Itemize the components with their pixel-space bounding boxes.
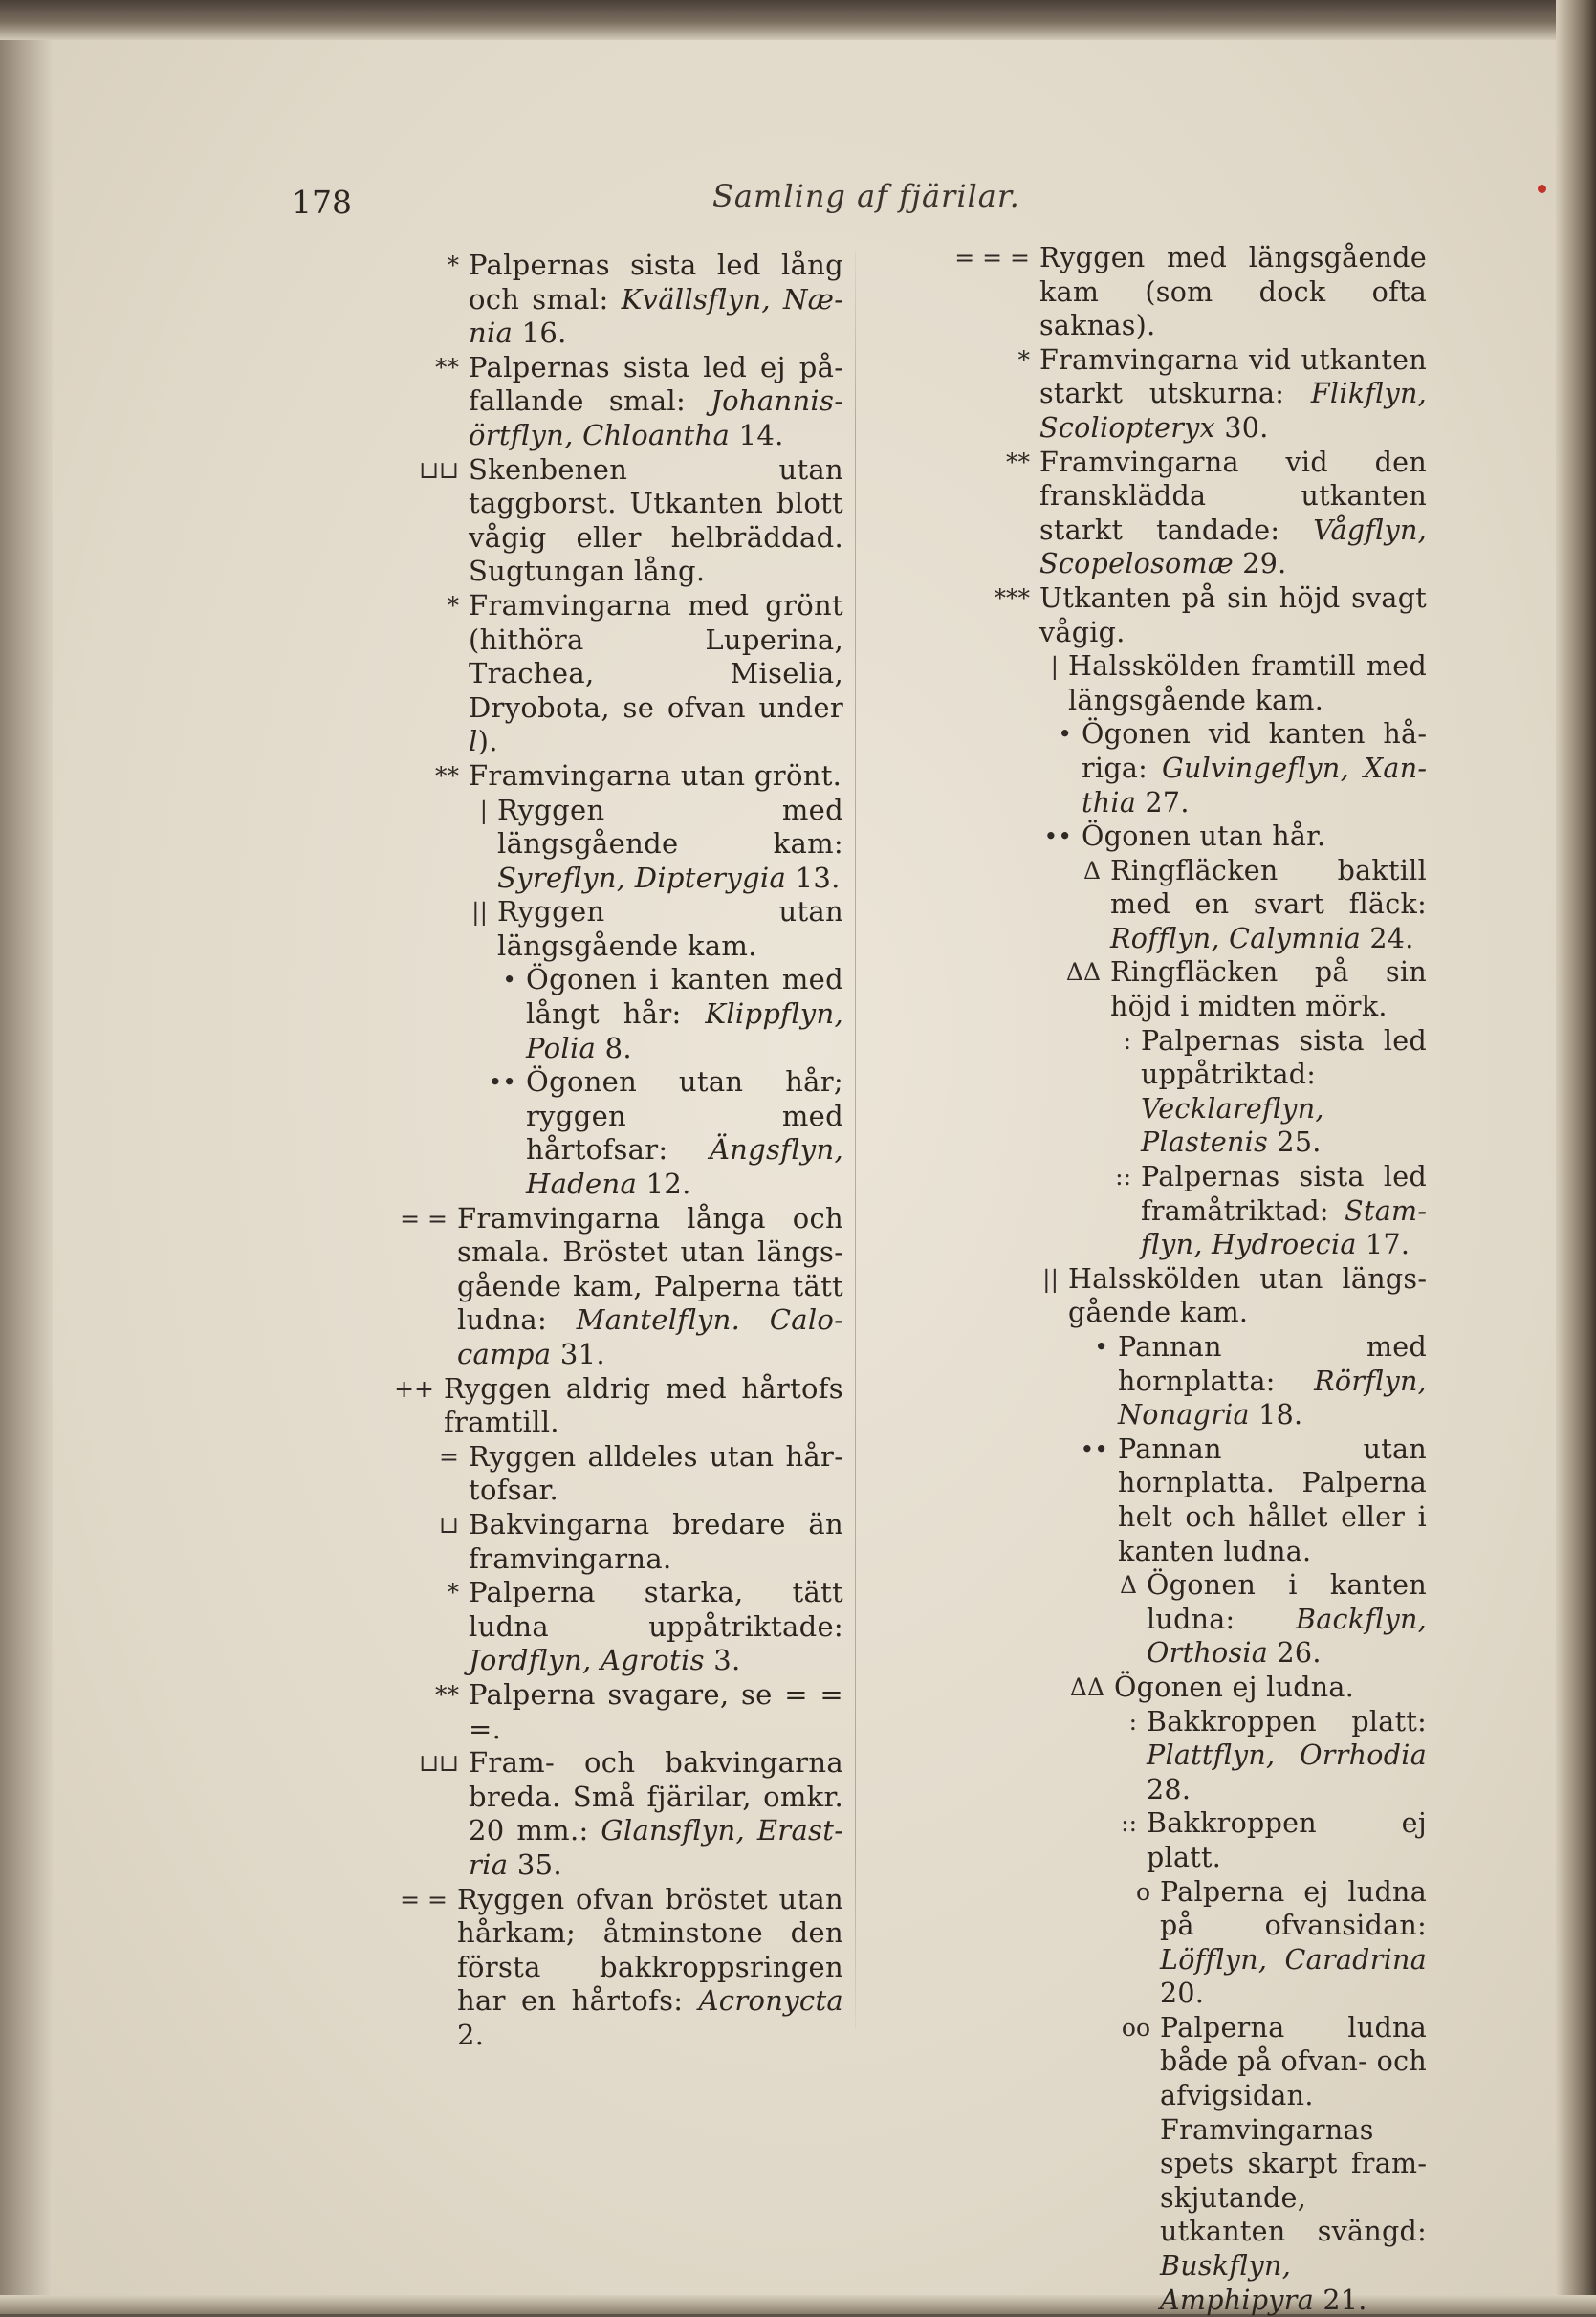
key-text: [1160, 1875, 1427, 2011]
species-name: Ängsflyn, Hadena: [526, 1133, 843, 1201]
key-text: [1141, 1024, 1427, 1160]
key-text: [1039, 241, 1427, 343]
species-name: Buskflyn, Amphipyra: [1160, 2250, 1314, 2316]
key-marker: ⊔: [439, 1510, 459, 1539]
key-text: [526, 1065, 843, 1201]
key-marker: |: [1050, 652, 1059, 681]
key-marker: **: [435, 761, 459, 790]
key-text-main: Framvingarna utan grönt.: [469, 758, 842, 792]
key-text-main: Ögonen i kanten ludna:: [1147, 1569, 1427, 1635]
key-entry: [354, 1746, 843, 1882]
species-name: Gulvingeflyn, Xanthia: [1082, 752, 1427, 819]
key-text-main: Framvingarna långa och smala. Bröstet utan längsgående kam, Palperna tätt ludna:: [457, 1201, 843, 1337]
key-entry: [1006, 1705, 1427, 1807]
key-entry: [1006, 343, 1427, 446]
key-marker: ++: [394, 1374, 434, 1403]
key-text: [469, 589, 843, 759]
key-entry: [1006, 820, 1427, 854]
key-entry: [354, 1202, 843, 1372]
key-reference-number: 30.: [1215, 411, 1269, 444]
key-text: [1147, 1806, 1427, 1874]
key-text: [1147, 1568, 1427, 1671]
key-entry: [354, 351, 843, 453]
key-marker: **: [435, 353, 459, 382]
key-text-main: Ögonen i kanten med långt hår:: [526, 963, 843, 1031]
key-entry: [1006, 446, 1427, 581]
key-marker: ||: [471, 898, 488, 927]
key-text-main: Skenbenen utan taggborst. Utkanten blott vågig eller helbräddad. Sugtungan lång.: [469, 452, 843, 588]
species-name: Glansflyn, Erastria: [469, 1814, 844, 1881]
key-entry: [354, 1065, 843, 1201]
key-reference-number: ).: [477, 725, 498, 758]
key-text-main: Ringfläcken på sin höjd i midten mörk.: [1110, 956, 1427, 1023]
key-entry: [1006, 1568, 1427, 1671]
key-text: [1110, 955, 1427, 1023]
species-name: Backflyn, Orthosia: [1147, 1603, 1427, 1670]
key-text-main: Ryggen ofvan bröstet utan hårkam; åtminstone den första bakkroppsringen har en hårtofs:: [457, 1882, 843, 2018]
species-name: Mantelflyn. Calocampa: [457, 1303, 843, 1370]
key-text-main: Fram- och bakvingarna breda. Små fjärilar, omkr. 20 mm.:: [469, 1746, 843, 1847]
key-text: [497, 794, 843, 896]
key-entry: [354, 453, 843, 589]
key-text-main: Framvingarna med grönt (hithöra Luperina, Trachea, Miselia, Dryobota, se ofvan under: [469, 588, 843, 724]
key-reference-number: 13.: [786, 861, 841, 894]
key-text: [469, 1440, 843, 1508]
key-text: [469, 1508, 843, 1576]
key-reference-number: 12.: [637, 1168, 691, 1201]
key-reference-number: 2.: [457, 2018, 485, 2051]
right-page-edge: [1556, 0, 1596, 2314]
key-text-main: Pannan med hornplatta:: [1118, 1331, 1427, 1397]
key-text: [469, 249, 843, 351]
species-name: Rörflyn, Nonagria: [1118, 1365, 1427, 1432]
key-text-main: Palpernas sista led framåtriktad:: [1141, 1161, 1427, 1227]
key-reference-number: 21.: [1313, 2284, 1367, 2316]
key-marker: = =: [400, 1885, 448, 1913]
key-entry: [1006, 1262, 1427, 1330]
species-name: Plattflyn, Orrhodia: [1147, 1739, 1427, 1772]
key-reference-number: 25.: [1268, 1126, 1322, 1159]
key-marker: o: [1135, 1877, 1150, 1906]
key-text-main: Ryggen med längsgående kam:: [497, 793, 843, 861]
spine-shadow: [0, 0, 53, 2314]
key-marker: :: [1123, 1026, 1131, 1055]
key-text: [1082, 717, 1427, 820]
key-text: [1118, 1432, 1427, 1568]
key-text-main: Ringfläcken baktill med en svart fläck:: [1110, 854, 1427, 921]
key-text-main: Halsskölden utan längsgående kam.: [1068, 1262, 1427, 1329]
species-name: Syreflyn, Dipterygia: [497, 861, 787, 894]
species-name: Löfflyn, Caradrina: [1160, 1943, 1427, 1976]
key-text: [1082, 820, 1427, 854]
key-marker: :: [1128, 1707, 1137, 1736]
key-entry: [1006, 1671, 1427, 1705]
key-text-main: Bakvingarna bredare än framvingarna.: [469, 1507, 843, 1575]
key-text: [469, 759, 843, 794]
key-text: [469, 1746, 843, 1882]
key-marker: = =: [400, 1204, 448, 1233]
key-reference-number: 14.: [730, 418, 784, 451]
key-reference-number: 16.: [513, 317, 567, 350]
key-text-main: Ögonen utan hår; ryggen med hårtofsar:: [526, 1065, 843, 1167]
key-marker: •: [502, 966, 516, 995]
right-column: [954, 241, 1427, 2317]
species-name: Rofflyn, Calymnia: [1110, 922, 1362, 954]
key-text-main: Framvingarna vid utkanten starkt utskurna:: [1039, 343, 1427, 410]
key-reference-number: 27.: [1136, 786, 1190, 819]
key-reference-number: 20.: [1160, 1978, 1205, 2010]
key-marker: ΔΔ: [1069, 1672, 1104, 1701]
key-marker: ***: [994, 583, 1030, 612]
key-marker: •: [1094, 1333, 1108, 1361]
key-marker: ||: [1042, 1264, 1059, 1293]
key-text: [1147, 1705, 1427, 1807]
key-entry: [1006, 1806, 1427, 1874]
key-text: [1160, 2011, 1427, 2317]
key-text-main: Ögonen vid kanten håriga:: [1082, 718, 1427, 784]
key-marker: = = =: [954, 244, 1030, 272]
running-title: Samling af fjärilar.: [712, 178, 1020, 214]
key-text-main: Ryggen utan längsgående kam.: [497, 895, 843, 962]
left-column: [354, 249, 843, 2052]
key-text: [444, 1372, 843, 1440]
species-name: Jordflyn, Agrotis: [469, 1644, 705, 1677]
key-marker: ΔΔ: [1065, 958, 1101, 987]
key-reference-number: 8.: [596, 1031, 632, 1064]
key-text: [469, 453, 843, 589]
key-marker: *: [447, 251, 459, 279]
key-entry: [354, 1508, 843, 1576]
key-text: [526, 963, 843, 1065]
key-text-main: Palperna ej ludna på ofvansidan:: [1160, 1875, 1427, 1942]
key-entry: [354, 1678, 843, 1746]
key-entry: [1006, 1024, 1427, 1160]
species-name: Flikflyn, Scoliopteryx: [1039, 378, 1427, 444]
key-marker: ••: [1043, 822, 1072, 851]
key-text: [457, 1883, 843, 2053]
key-marker: ⊔⊔: [419, 455, 459, 484]
key-entry: [1006, 1330, 1427, 1432]
key-marker: Δ: [1119, 1571, 1137, 1600]
key-text: [469, 1576, 843, 1678]
red-ink-spot: [1538, 185, 1546, 193]
key-text: [1039, 343, 1427, 446]
species-name: Stamflyn, Hydroecia: [1141, 1194, 1427, 1261]
key-marker: oo: [1121, 2013, 1150, 2042]
key-text-main: Bakkroppen ej platt.: [1147, 1807, 1427, 1873]
key-text-main: Palpernas sista led ej påfallande smal:: [469, 350, 843, 418]
key-reference-number: 3.: [704, 1644, 741, 1677]
key-marker: **: [435, 1680, 459, 1709]
key-entry: [1006, 1432, 1427, 1568]
key-text: [457, 1202, 843, 1372]
key-reference-number: 18.: [1249, 1399, 1303, 1432]
key-text-main: Ögonen ej ludna.: [1114, 1671, 1355, 1703]
key-text: [1110, 854, 1427, 956]
key-text-main: Halsskölden framtill med längsgående kam.: [1068, 650, 1427, 716]
key-text: [1039, 446, 1427, 581]
key-reference-number: 24.: [1361, 922, 1414, 954]
key-text: [1068, 1262, 1427, 1330]
key-text-main: Palpernas sista led lång och smal:: [469, 249, 843, 316]
key-marker: •: [1058, 720, 1072, 749]
species-name: l: [469, 725, 478, 758]
key-text: [1114, 1671, 1427, 1705]
key-entry: [354, 794, 843, 896]
key-entry: [354, 895, 843, 963]
key-entry: [354, 1576, 843, 1678]
key-reference-number: 17.: [1356, 1229, 1410, 1261]
key-entry: [354, 1440, 843, 1508]
key-text: [1118, 1330, 1427, 1432]
key-text-main: Framvingarna vid den fransklädda utkanten starkt tandade:: [1039, 446, 1427, 546]
key-marker: ⊔⊔: [419, 1749, 459, 1778]
key-marker: ::: [1121, 1809, 1137, 1838]
key-entry: [954, 241, 1427, 343]
key-marker: **: [1006, 448, 1030, 476]
key-reference-number: 28.: [1147, 1773, 1192, 1805]
key-text-main: Bakkroppen platt:: [1147, 1705, 1427, 1738]
key-reference-number: 29.: [1233, 548, 1287, 580]
page-number: 178: [292, 184, 352, 221]
key-entry: [354, 589, 843, 759]
key-text-main: Pannan utan hornplatta. Palperna helt och hållet eller i kanten ludna.: [1118, 1432, 1427, 1567]
key-text: [1141, 1160, 1427, 1262]
key-text: [1068, 649, 1427, 717]
top-page-edge: [0, 0, 1596, 40]
key-marker: ::: [1115, 1163, 1131, 1191]
key-reference-number: 35.: [508, 1847, 562, 1881]
species-name: Vågflyn, Scopelosomæ: [1039, 514, 1427, 580]
key-text-main: Ryggen med längsgående kam (som dock ofta saknas).: [1039, 242, 1427, 342]
species-name: Klippflyn, Polia: [526, 997, 843, 1064]
key-entry: [1006, 2011, 1427, 2317]
key-text: [469, 1678, 843, 1746]
key-text: [1039, 581, 1427, 649]
key-text-main: Ryggen alldeles utan hårtofsar.: [469, 1439, 843, 1507]
species-name: Acronycta: [698, 1984, 843, 2018]
key-text: [497, 895, 843, 963]
key-text-main: Utkanten på sin höjd svagt vågig.: [1039, 581, 1427, 648]
key-reference-number: 26.: [1268, 1637, 1322, 1670]
key-entry: [1006, 1160, 1427, 1262]
key-marker: *: [447, 591, 459, 620]
key-entry: [354, 1372, 843, 1440]
key-text-main: Palperna starka, tätt ludna uppåtriktade:: [469, 1576, 843, 1643]
key-entry: [1006, 717, 1427, 820]
key-entry: [1006, 854, 1427, 956]
key-entry: [1006, 649, 1427, 717]
key-entry: [1006, 1875, 1427, 2011]
key-entry: [354, 1883, 843, 2053]
key-text-main: Palperna ludna både på ofvan- och afvigsidan. Framvingarnas spets skarpt framskjutande, utkanten svängd:: [1160, 2011, 1427, 2248]
species-name: Johannisörtflyn, Chloantha: [469, 384, 843, 451]
key-text-main: Ögonen utan hår.: [1082, 820, 1326, 853]
column-divider: [855, 251, 856, 2029]
key-entry: [354, 963, 843, 1065]
key-text-main: Palperna svagare, se = = =.: [469, 1677, 843, 1745]
key-reference-number: 31.: [551, 1338, 605, 1370]
key-marker: ••: [488, 1068, 516, 1097]
key-text: [469, 351, 843, 453]
key-text-main: Ryggen aldrig med hårtofs framtill.: [444, 1371, 843, 1439]
key-entry: [354, 249, 843, 351]
key-marker: ••: [1080, 1434, 1108, 1463]
key-entry: [994, 581, 1427, 649]
key-marker: *: [1017, 345, 1030, 374]
species-name: Vecklareflyn, Plastenis: [1141, 1092, 1324, 1159]
species-name: Kvällsflyn, Nænia: [469, 282, 843, 350]
key-marker: =: [439, 1442, 459, 1471]
key-entry: [354, 759, 843, 794]
key-text-main: Palpernas sista led uppåtriktad:: [1141, 1024, 1427, 1091]
key-entry: [1006, 955, 1427, 1023]
key-marker: Δ: [1082, 856, 1101, 885]
key-marker: |: [479, 796, 488, 824]
key-marker: *: [447, 1579, 459, 1607]
